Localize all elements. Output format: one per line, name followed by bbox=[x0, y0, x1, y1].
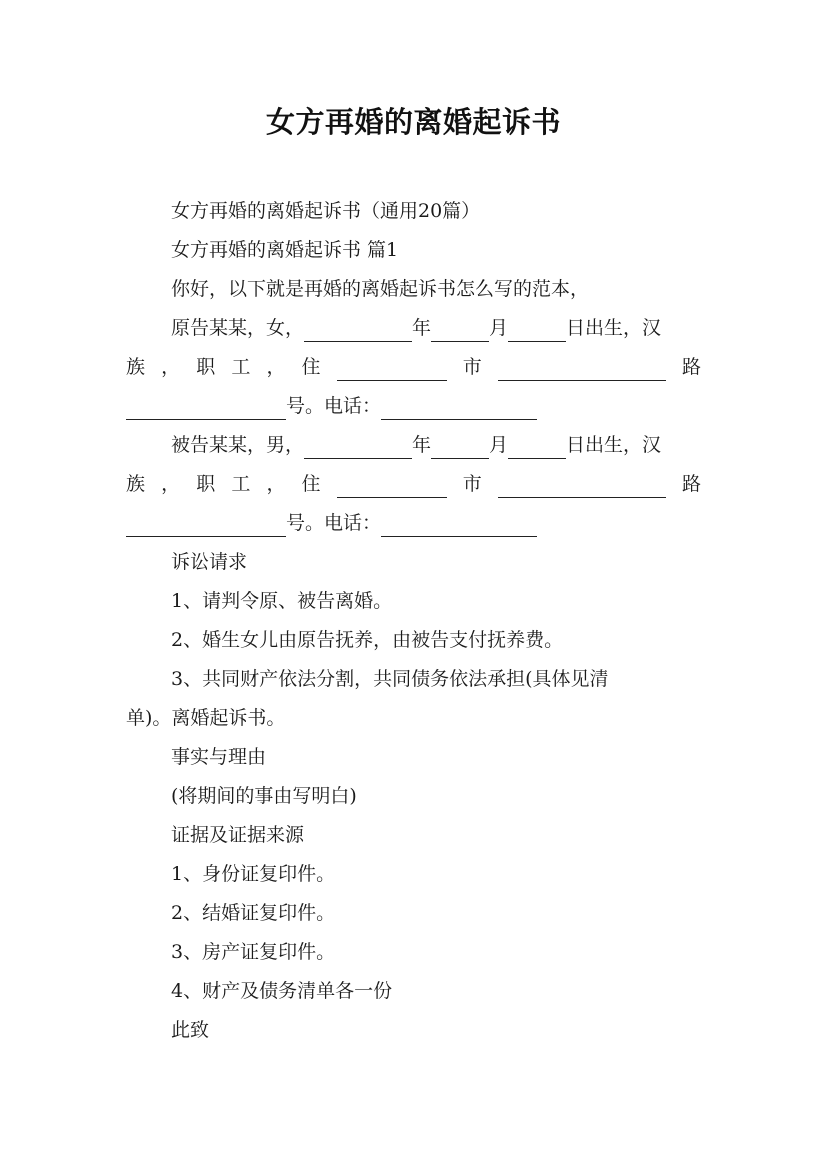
subtitle-line: 女方再婚的离婚起诉书（通用20篇） bbox=[171, 200, 481, 222]
evidence-item: 1、身份证复印件。 bbox=[171, 863, 336, 885]
plaintiff-label: 原告某某，女， bbox=[171, 317, 305, 339]
year-label: 年 bbox=[412, 317, 432, 339]
city-label: 市 bbox=[462, 473, 482, 495]
birth-month-blank[interactable] bbox=[431, 321, 489, 342]
defendant-line-2 bbox=[126, 470, 701, 498]
day-label: 日出生，汉 bbox=[566, 434, 662, 456]
house-number-blank[interactable] bbox=[126, 516, 286, 537]
text-fragment: 住 bbox=[301, 473, 321, 495]
birth-year-blank[interactable] bbox=[304, 321, 412, 342]
defendant-label: 被告某某，男， bbox=[171, 434, 305, 456]
phone-blank[interactable] bbox=[381, 399, 537, 420]
evidence-heading: 证据及证据来源 bbox=[171, 824, 305, 846]
closing-salutation: 此致 bbox=[171, 1019, 210, 1041]
text-fragment: 族 bbox=[126, 356, 146, 378]
document-title: 女方再婚的离婚起诉书 bbox=[265, 105, 561, 139]
number-phone-label: 号。电话： bbox=[286, 512, 382, 534]
text-fragment: ， bbox=[161, 473, 181, 495]
address-road-blank[interactable] bbox=[498, 477, 666, 498]
facts-note: (将期间的事由写明白) bbox=[171, 785, 357, 807]
claims-heading: 诉讼请求 bbox=[171, 551, 248, 573]
defendant-line-3 bbox=[126, 509, 701, 537]
text-fragment: 住 bbox=[301, 356, 321, 378]
evidence-item: 3、房产证复印件。 bbox=[171, 941, 336, 963]
plaintiff-line-3 bbox=[126, 392, 701, 420]
year-label: 年 bbox=[412, 434, 432, 456]
plaintiff-line-2 bbox=[126, 353, 701, 381]
house-number-blank[interactable] bbox=[126, 399, 286, 420]
plaintiff-line-1 bbox=[171, 314, 701, 342]
facts-heading: 事实与理由 bbox=[171, 746, 267, 768]
text-fragment: 职 bbox=[196, 473, 216, 495]
month-label: 月 bbox=[489, 434, 509, 456]
road-label: 路 bbox=[681, 473, 701, 495]
text-fragment: ， bbox=[161, 356, 181, 378]
text-fragment: 工 bbox=[231, 473, 251, 495]
claim-item: 1、请判令原、被告离婚。 bbox=[171, 590, 393, 612]
city-label: 市 bbox=[462, 356, 482, 378]
birth-day-blank[interactable] bbox=[508, 321, 566, 342]
day-label: 日出生，汉 bbox=[566, 317, 662, 339]
address-city-blank[interactable] bbox=[337, 360, 447, 381]
birth-year-blank[interactable] bbox=[304, 438, 412, 459]
text-fragment: ， bbox=[266, 473, 286, 495]
text-fragment: ， bbox=[266, 356, 286, 378]
section-heading: 女方再婚的离婚起诉书 篇1 bbox=[171, 239, 399, 261]
road-label: 路 bbox=[681, 356, 701, 378]
claim-item-continued: 单)。离婚起诉书。 bbox=[126, 707, 286, 729]
claim-item: 3、共同财产依法分割，共同债务依法承担(具体见清 bbox=[171, 668, 609, 690]
phone-blank[interactable] bbox=[381, 516, 537, 537]
birth-month-blank[interactable] bbox=[431, 438, 489, 459]
intro-line: 你好，以下就是再婚的离婚起诉书怎么写的范本， bbox=[171, 278, 590, 300]
text-fragment: 职 bbox=[196, 356, 216, 378]
address-city-blank[interactable] bbox=[337, 477, 447, 498]
text-fragment: 工 bbox=[231, 356, 251, 378]
birth-day-blank[interactable] bbox=[508, 438, 566, 459]
month-label: 月 bbox=[489, 317, 509, 339]
evidence-item: 4、财产及债务清单各一份 bbox=[171, 980, 393, 1002]
text-fragment: 族 bbox=[126, 473, 146, 495]
address-road-blank[interactable] bbox=[498, 360, 666, 381]
number-phone-label: 号。电话： bbox=[286, 395, 382, 417]
defendant-line-1 bbox=[171, 431, 701, 459]
evidence-item: 2、结婚证复印件。 bbox=[171, 902, 336, 924]
claim-item: 2、婚生女儿由原告抚养，由被告支付抚养费。 bbox=[171, 629, 564, 651]
